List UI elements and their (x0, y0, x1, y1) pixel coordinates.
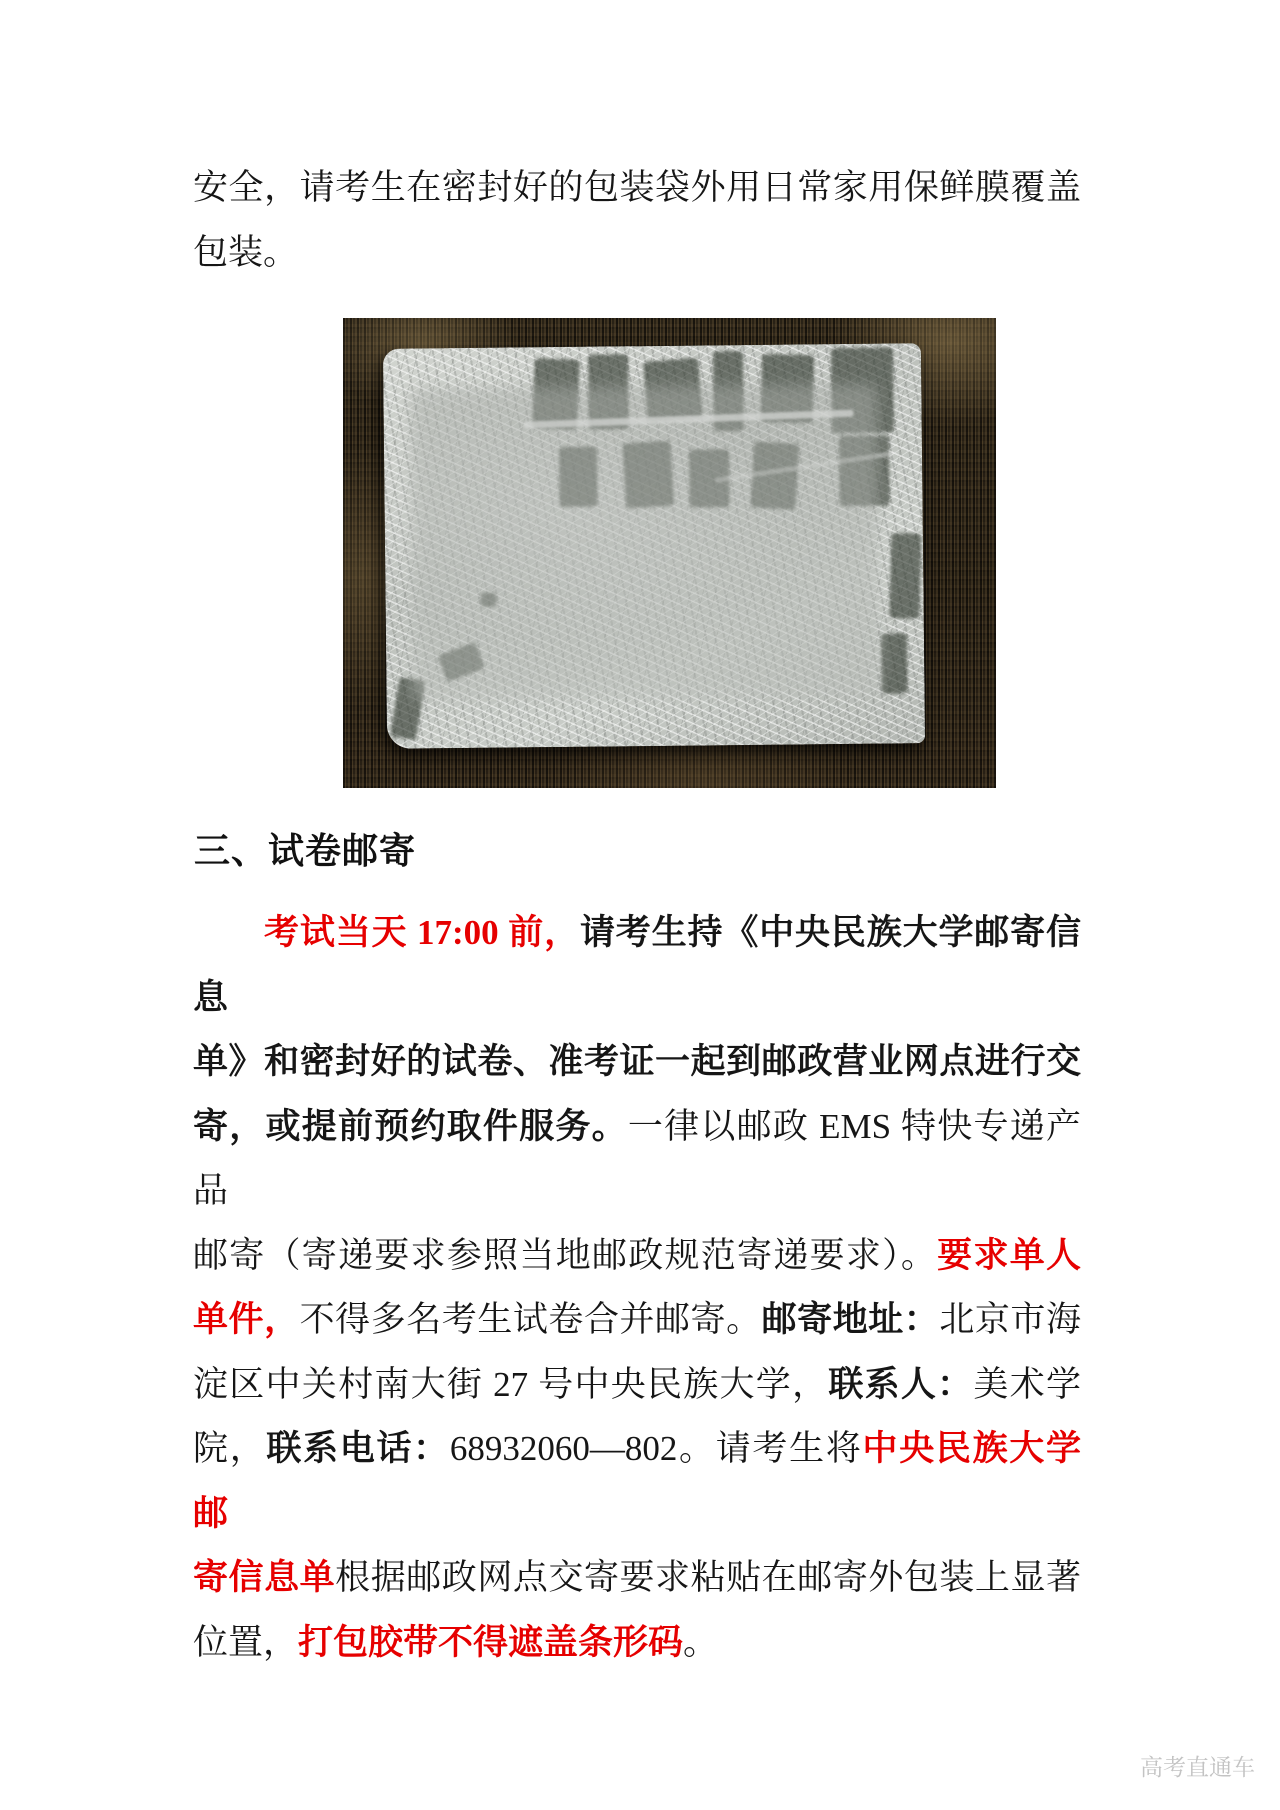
info-sheet-emphasis: 中央民族大学邮 (193, 1429, 1081, 1533)
deadline-emphasis: 考试当天 17:00 前， (264, 913, 580, 952)
mailing-line-8: 寄信息单根据邮政网点交寄要求粘贴在邮寄外包装上显著 (193, 1558, 1081, 1597)
mailing-line-7: 院，联系电话：68932060—802。请考生将中央民族大学邮 (193, 1429, 1081, 1533)
section-heading: 三、试卷邮寄 (194, 831, 417, 871)
mailing-line-5: 单件，不得多名考生试卷合并邮寄。邮寄地址：北京市海 (193, 1300, 1081, 1339)
wrapped-package-photo (343, 318, 996, 788)
contact-person-label: 联系人： (828, 1364, 974, 1404)
intro-line-1: 安全，请考生在密封好的包装袋外用日常家用保鲜膜覆盖 (193, 168, 1081, 207)
plastic-wrapped-package (383, 343, 925, 749)
mailing-line-6: 淀区中关村南大街 27 号中央民族大学，联系人：美术学 (193, 1364, 1081, 1404)
mailing-line-1: 考试当天 17:00 前，请考生持《中央民族大学邮寄信息 (193, 913, 1081, 1017)
single-package-emphasis: 要求单人 (937, 1235, 1081, 1275)
mailing-paragraph (193, 901, 1081, 1675)
mailing-line-2: 单》和密封好的试卷、准考证一起到邮政营业网点进行交 (193, 1042, 1081, 1081)
mailing-address-label: 邮寄地址： (761, 1300, 940, 1339)
intro-paragraph (193, 156, 1081, 285)
watermark: 高考直通车 (1140, 1754, 1255, 1780)
mailing-line-3: 寄，或提前预约取件服务。一律以邮政 EMS 特快专递产品 (193, 1106, 1081, 1210)
intro-line-2: 包装。 (193, 232, 299, 272)
contact-phone-label: 联系电话： (266, 1429, 450, 1468)
tape-barcode-emphasis: 打包胶带不得遮盖条形码 (298, 1622, 684, 1662)
mailing-line-4: 邮寄（寄递要求参照当地邮政规范寄递要求）。要求单人 (193, 1235, 1081, 1275)
mailing-line-9: 位置，打包胶带不得遮盖条形码。 (193, 1622, 719, 1662)
